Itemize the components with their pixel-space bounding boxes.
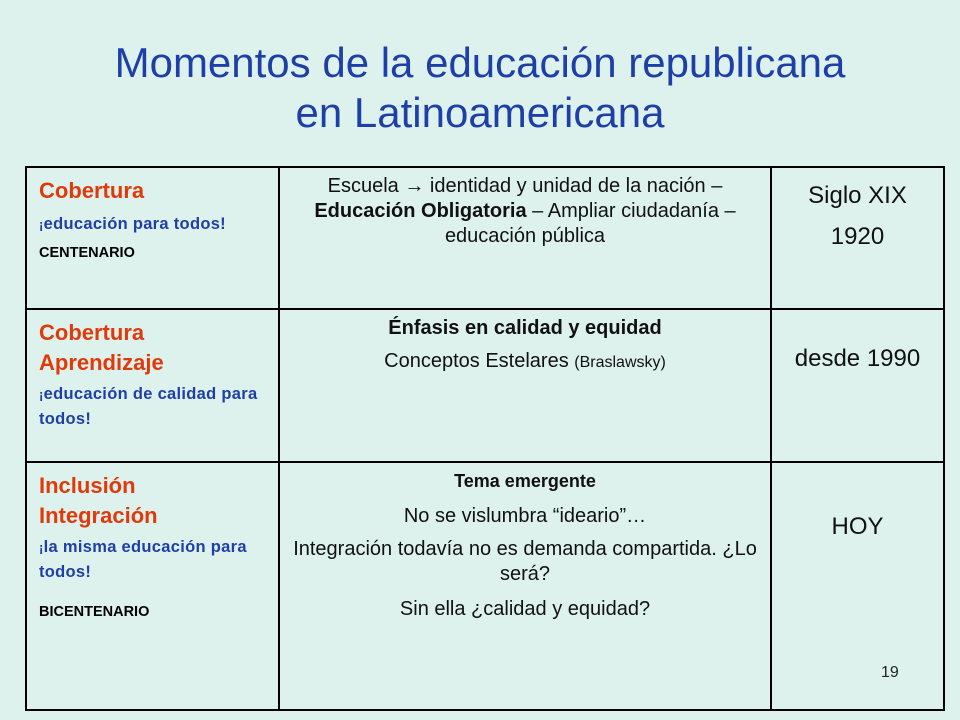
moments-table xyxy=(25,166,945,711)
row-2-description-cell xyxy=(279,309,771,462)
row-3-line-1: No se vislumbra “ideario”… xyxy=(403,505,647,527)
row-3-description-cell xyxy=(279,462,771,710)
row-1-label-cell xyxy=(26,167,279,309)
row-3-heading-2: Integración xyxy=(39,503,158,528)
row-2-emphasis: Énfasis en calidad y equidad xyxy=(388,317,662,339)
page-number: 19 xyxy=(881,664,899,681)
row-1-date-cell xyxy=(771,167,944,309)
row-3-emphasis: Tema emergente xyxy=(454,471,596,491)
row-2-label-cell xyxy=(26,309,279,462)
row-2-slogan: ¡educación de calidad para todos! xyxy=(39,385,258,428)
arrow-right-icon: → xyxy=(404,175,425,197)
row-2-date: desde 1990 xyxy=(794,345,921,372)
slide-title xyxy=(0,38,960,138)
row-1-slogan: ¡educación para todos! xyxy=(39,215,226,233)
row-2-heading-2: Aprendizaje xyxy=(39,350,164,375)
row-1-date-1: Siglo XIX xyxy=(808,182,907,209)
row-2-line: Conceptos Estelares (Braslawsky) xyxy=(384,350,666,372)
row-1-emphasis: Educación Obligatoria xyxy=(314,200,527,222)
table-row xyxy=(26,167,944,309)
row-3-line-3: Sin ella ¿calidad y equidad? xyxy=(399,598,651,620)
row-1-tag: CENTENARIO xyxy=(39,245,135,261)
row-3-tag: BICENTENARIO xyxy=(39,604,150,620)
row-1-date-2: 1920 xyxy=(830,223,885,250)
table-row xyxy=(26,462,944,710)
title-line-2: en Latinoamericana xyxy=(295,89,665,136)
row-3-heading-1: Inclusión xyxy=(39,473,136,498)
row-1-description-cell: Escuela → identidad y unidad de la nación – Educación Obligatoria – Ampliar ciudadanía – educación pública xyxy=(279,167,771,309)
row-3-slogan: ¡la misma educación para todos! xyxy=(39,538,247,581)
row-3-date-cell xyxy=(771,462,944,710)
row-3-label-cell xyxy=(26,462,279,710)
title-line-1: Momentos de la educación republicana xyxy=(114,39,846,86)
row-1-heading: Cobertura xyxy=(39,178,145,203)
row-3-line-2: Integración todavía no es demanda compartida. ¿Lo será? xyxy=(293,538,757,585)
table-row xyxy=(26,309,944,462)
row-2-date-cell xyxy=(771,309,944,462)
row-2-heading-1: Cobertura xyxy=(39,320,145,345)
row-3-date: HOY xyxy=(831,513,884,540)
